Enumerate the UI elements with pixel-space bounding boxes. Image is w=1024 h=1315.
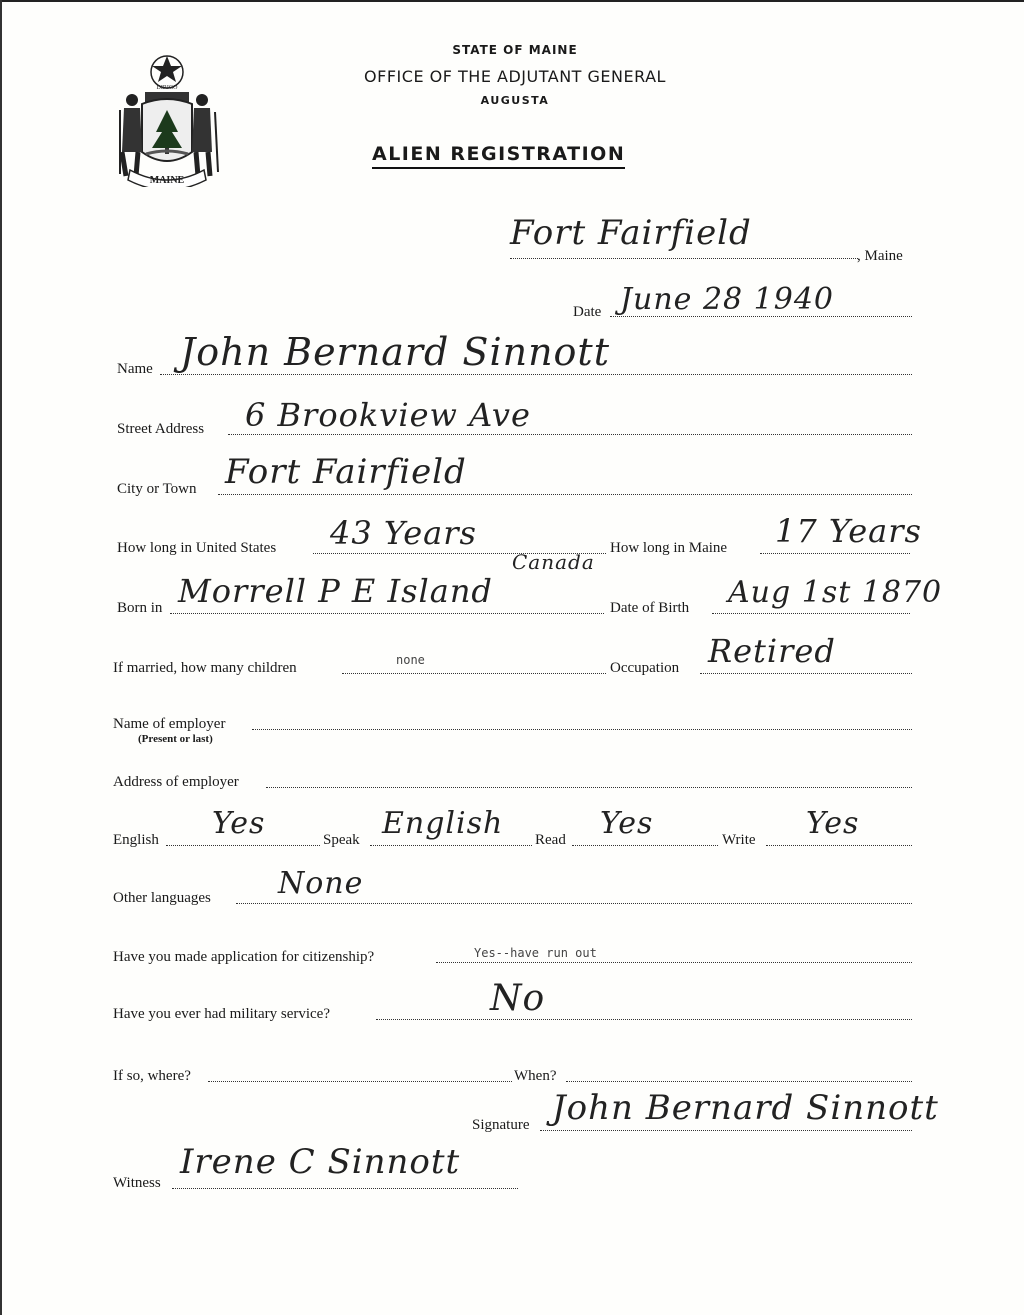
other-languages-line	[236, 903, 912, 904]
town-suffix-label: , Maine	[857, 248, 903, 264]
maine-state-seal	[112, 52, 222, 187]
date-label: Date	[573, 304, 602, 320]
children-entry: none	[396, 653, 425, 667]
us-duration-label: How long in United States	[117, 540, 277, 556]
where-line	[208, 1081, 512, 1082]
children-line	[342, 673, 606, 674]
when-label: When?	[514, 1068, 557, 1084]
born-line	[170, 613, 604, 614]
dob-label: Date of Birth	[610, 600, 690, 616]
where-label: If so, where?	[113, 1068, 191, 1084]
name-line	[160, 374, 912, 375]
seal-name-text: MAINE	[149, 175, 185, 186]
street-line	[228, 434, 912, 435]
scan-border-left	[0, 0, 2, 1315]
form-title: ALIEN REGISTRATION	[372, 143, 625, 169]
born-label: Born in	[117, 600, 163, 616]
employer-label: Name of employer	[113, 716, 226, 732]
street-entry: 6 Brookview Ave	[245, 396, 531, 434]
city-line	[218, 494, 912, 495]
street-label: Street Address	[117, 421, 205, 437]
witness-line	[172, 1188, 518, 1189]
citizenship-entry: Yes--have run out	[474, 946, 597, 960]
read-label: Read	[535, 832, 566, 848]
read-entry: Yes	[600, 806, 654, 841]
write-line	[766, 845, 912, 846]
occupation-label: Occupation	[610, 660, 680, 676]
dob-entry: Aug 1st 1870	[728, 575, 943, 610]
write-entry: Yes	[806, 806, 860, 841]
header-city: AUGUSTA	[480, 94, 550, 107]
english-line	[166, 845, 320, 846]
town-line	[510, 258, 858, 259]
maine-duration-entry: 17 Years	[775, 512, 922, 550]
speak-entry: English	[382, 806, 504, 841]
witness-label: Witness	[113, 1175, 161, 1191]
signature-entry: John Bernard Sinnott	[552, 1088, 939, 1128]
seal-motto-text: DIRIGO	[156, 85, 178, 91]
english-label: English	[113, 832, 159, 848]
employer-address-label: Address of employer	[113, 774, 239, 790]
header-office: OFFICE OF THE ADJUTANT GENERAL	[364, 67, 666, 86]
children-label: If married, how many children	[113, 660, 297, 676]
born-country-entry: Canada	[512, 550, 595, 574]
speak-label: Speak	[323, 832, 360, 848]
date-entry: June 28 1940	[620, 282, 835, 317]
military-entry: No	[490, 978, 546, 1019]
name-label: Name	[117, 361, 153, 377]
town-entry: Fort Fairfield	[510, 213, 752, 253]
write-label: Write	[722, 832, 756, 848]
signature-label: Signature	[472, 1117, 530, 1133]
name-entry: John Bernard Sinnott	[180, 330, 610, 374]
maine-duration-label: How long in Maine	[610, 540, 728, 556]
read-line	[572, 845, 718, 846]
city-label: City or Town	[117, 481, 197, 497]
city-entry: Fort Fairfield	[225, 452, 467, 492]
signature-line	[540, 1130, 912, 1131]
military-label: Have you ever had military service?	[113, 1006, 330, 1022]
scan-border-top	[0, 0, 1024, 2]
citizenship-line	[436, 962, 912, 963]
maine-duration-line	[760, 553, 910, 554]
employer-sublabel: (Present or last)	[138, 733, 213, 745]
employer-address-line	[266, 787, 912, 788]
english-entry: Yes	[212, 806, 266, 841]
employer-line	[252, 729, 912, 730]
header-state: STATE OF MAINE	[452, 43, 578, 57]
speak-line	[370, 845, 532, 846]
witness-entry: Irene C Sinnott	[180, 1142, 461, 1182]
other-languages-entry: None	[278, 866, 364, 901]
other-languages-label: Other languages	[113, 890, 211, 906]
dob-line	[712, 613, 910, 614]
us-duration-entry: 43 Years	[330, 514, 477, 552]
born-entry: Morrell P E Island	[178, 572, 493, 610]
when-line	[566, 1081, 912, 1082]
occupation-entry: Retired	[708, 632, 836, 670]
citizenship-label: Have you made application for citizenship?	[113, 949, 375, 965]
military-line	[376, 1019, 912, 1020]
occupation-line	[700, 673, 912, 674]
